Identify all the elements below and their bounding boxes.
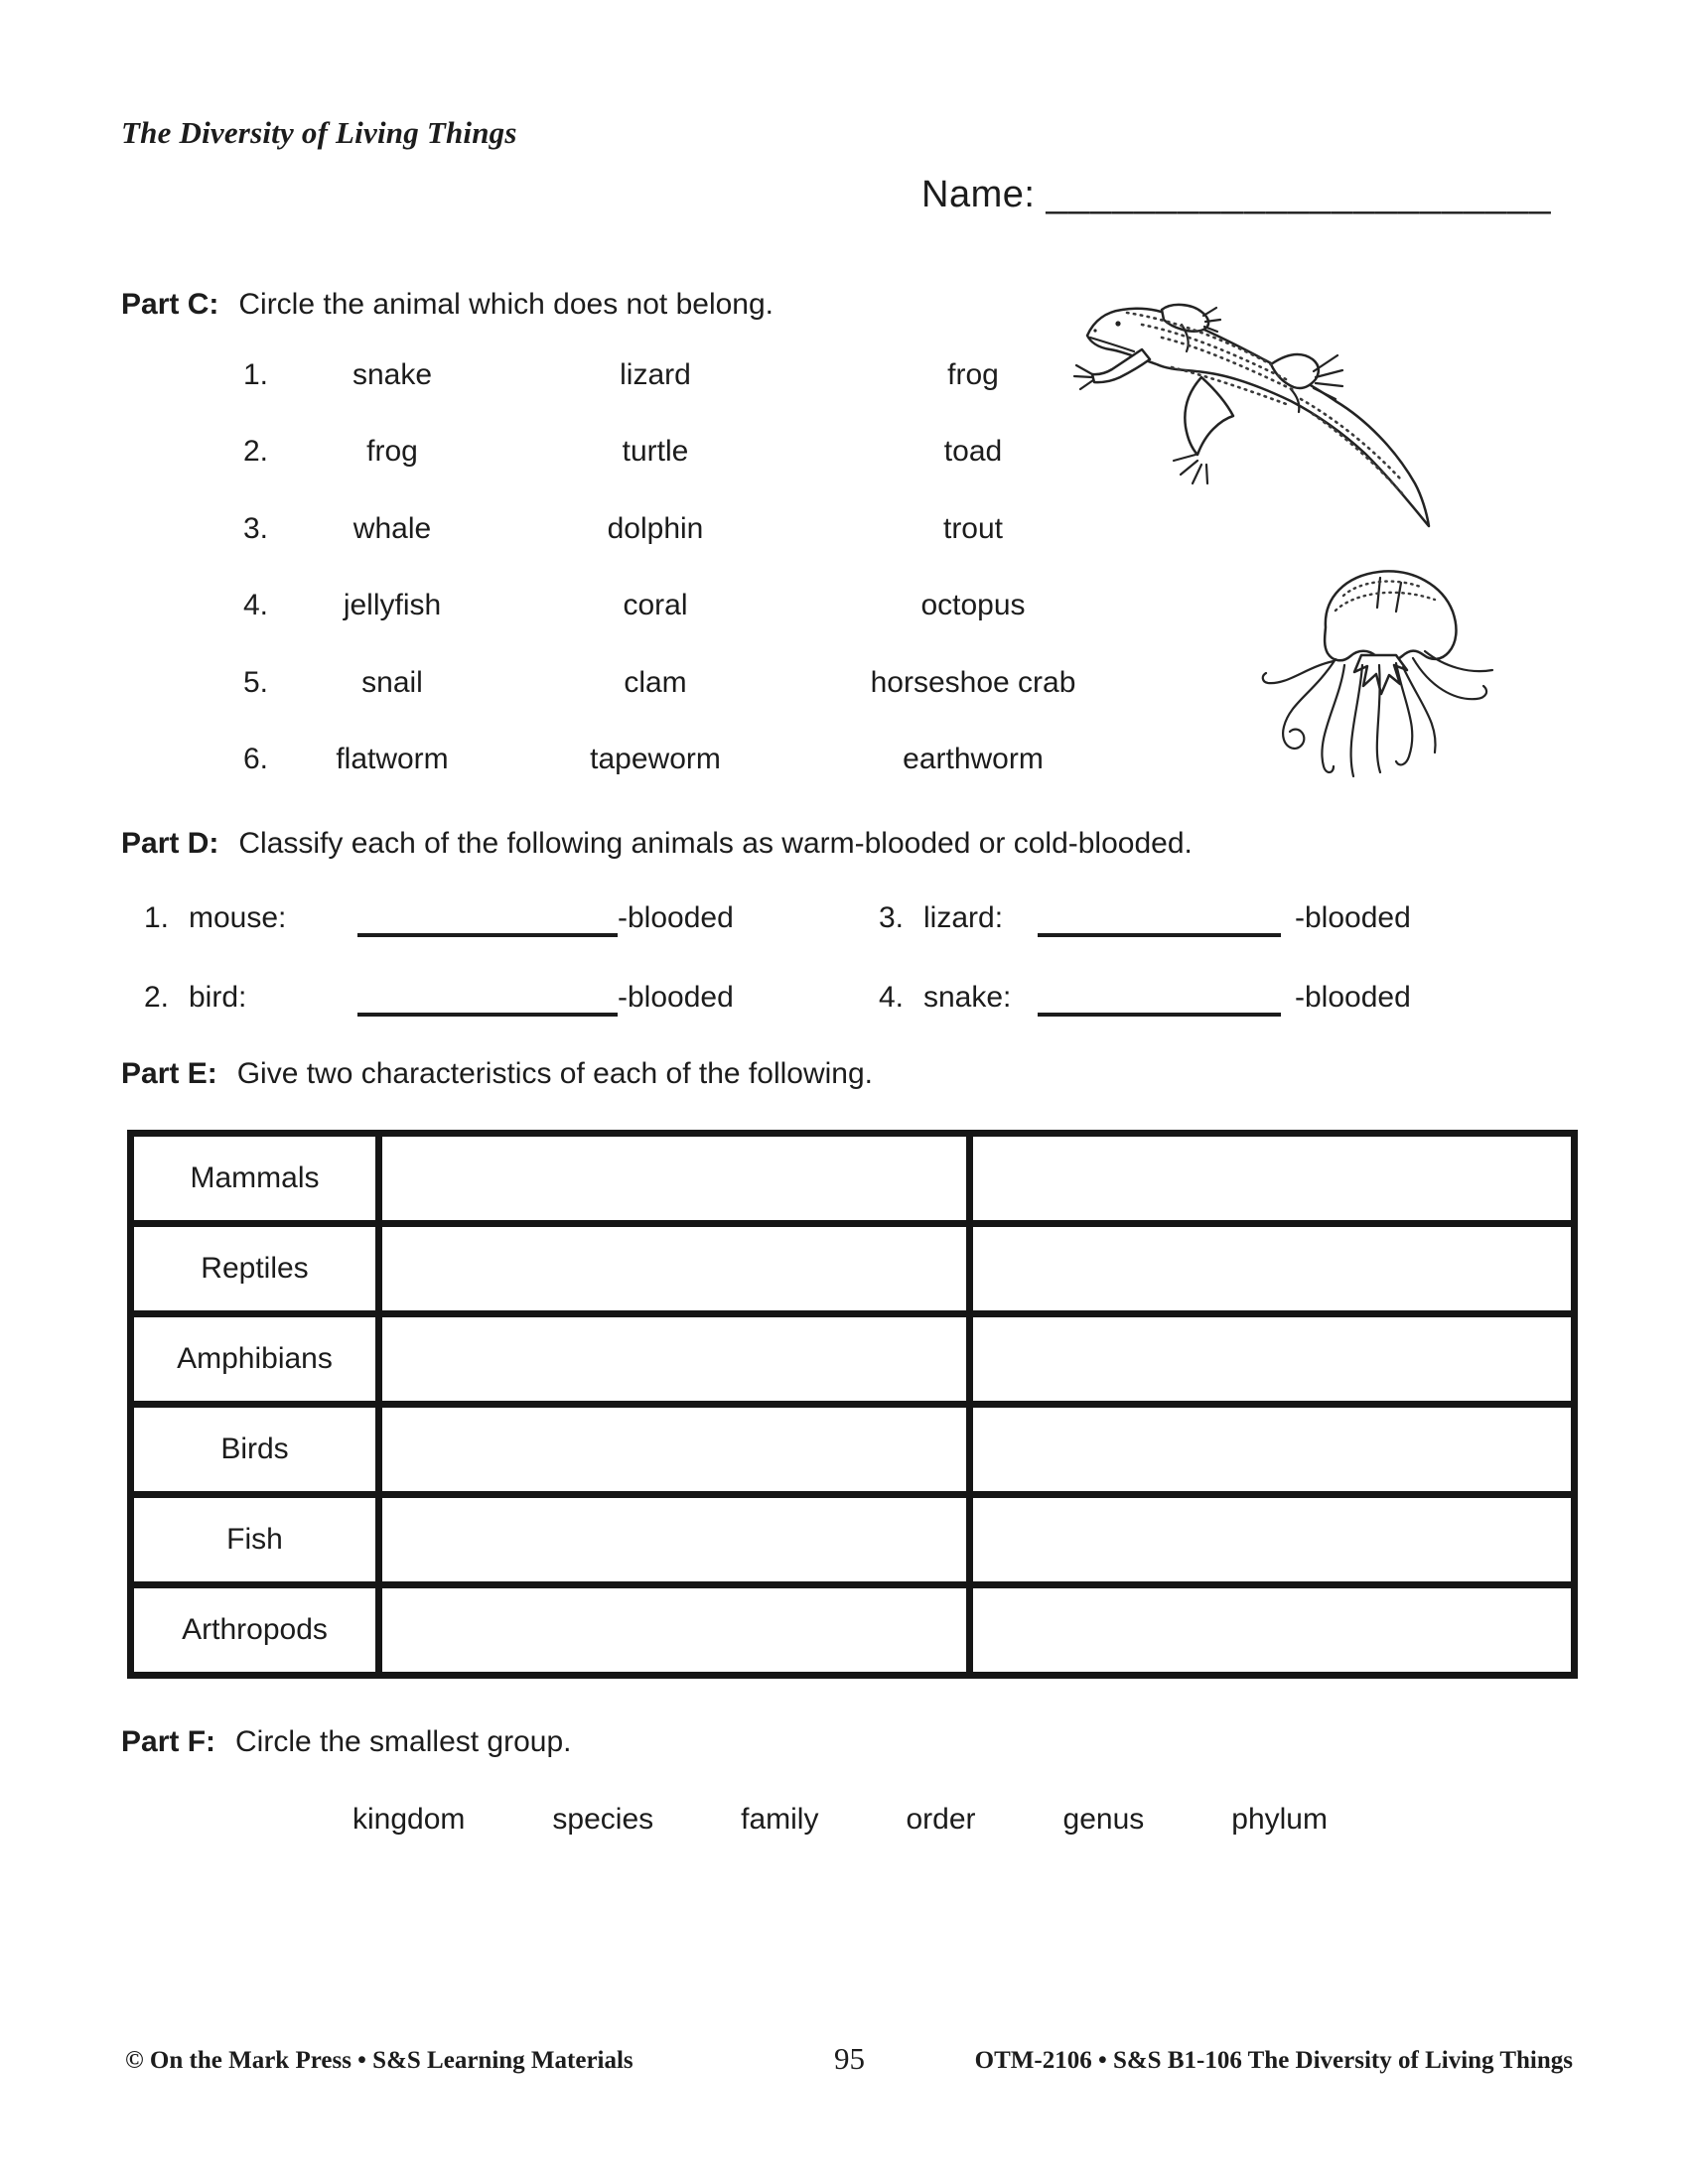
animal-option: clam	[624, 665, 687, 699]
part-d-item-snake	[879, 976, 1411, 1020]
lizard-eye	[1115, 321, 1120, 326]
animal-option: jellyfish	[343, 589, 442, 622]
row-label-fish: Fish	[134, 1498, 382, 1588]
group-option-genus: genus	[1062, 1803, 1145, 1836]
answer-cell	[973, 1317, 1571, 1408]
group-option-phylum: phylum	[1231, 1803, 1328, 1836]
part-d-item-mouse	[144, 896, 734, 940]
part-f-instruction: Circle the smallest group.	[235, 1725, 572, 1758]
answer-blank	[357, 1001, 618, 1017]
row-number: 3.	[243, 511, 269, 545]
page-number: 95	[834, 2041, 865, 2076]
part-f-heading	[121, 1725, 571, 1759]
answer-cell	[973, 1498, 1571, 1588]
blooded-suffix: -blooded	[618, 981, 734, 1014]
table-row	[134, 1498, 1571, 1588]
part-e-instruction: Give two characteristics of each of the following.	[236, 1057, 874, 1090]
part-d-heading	[121, 827, 1193, 861]
animal-option: horseshoe crab	[870, 665, 1076, 699]
part-f-label: Part F:	[121, 1725, 216, 1758]
item-number: 1.	[144, 901, 170, 934]
animal-option: toad	[943, 435, 1003, 469]
animal-option: trout	[942, 511, 1004, 545]
table-row	[134, 1137, 1571, 1227]
answer-cell	[973, 1227, 1571, 1317]
item-number: 3.	[879, 901, 905, 934]
answer-cell	[973, 1588, 1571, 1672]
group-option-species: species	[552, 1803, 654, 1836]
table-row	[134, 1408, 1571, 1498]
answer-cell	[382, 1408, 973, 1498]
answer-cell	[382, 1227, 973, 1317]
animal-option: octopus	[920, 589, 1026, 622]
part-c-heading	[121, 288, 774, 322]
animal-option: snake	[352, 357, 433, 391]
row-label-birds: Birds	[134, 1408, 382, 1498]
animal-option: earthworm	[903, 743, 1044, 776]
blooded-suffix: -blooded	[618, 901, 734, 934]
animal-option: whale	[352, 511, 432, 545]
lizard-illustration	[1053, 280, 1470, 543]
answer-cell	[973, 1408, 1571, 1498]
row-number: 1.	[243, 357, 269, 391]
blooded-suffix: -blooded	[1295, 981, 1411, 1014]
part-e-heading	[121, 1057, 873, 1091]
page-title: The Diversity of Living Things	[121, 115, 517, 150]
row-label-reptiles: Reptiles	[134, 1227, 382, 1317]
row-number: 4.	[243, 589, 269, 622]
answer-cell	[382, 1137, 973, 1227]
footer-copyright: © On the Mark Press • S&S Learning Materials	[125, 2047, 633, 2074]
row-number: 2.	[243, 435, 269, 469]
part-d-item-lizard	[879, 896, 1411, 940]
footer-product-code: OTM-2106 • S&S B1-106 The Diversity of Living Things	[974, 2047, 1573, 2074]
group-option-kingdom: kingdom	[352, 1803, 466, 1836]
name-label: Name:	[921, 174, 1036, 215]
table-row	[134, 1588, 1571, 1672]
animal-option: dolphin	[607, 511, 704, 545]
part-e-label: Part E:	[121, 1057, 217, 1090]
answer-blank	[357, 921, 618, 937]
group-option-order: order	[906, 1803, 976, 1836]
part-f-options	[352, 1803, 1328, 1837]
name-blank-line: _______________________	[1046, 174, 1552, 215]
animal-option: frog	[947, 357, 999, 391]
answer-blank	[1038, 921, 1281, 937]
part-d-label: Part D:	[121, 827, 219, 860]
part-c-instruction: Circle the animal which does not belong.	[238, 288, 774, 321]
answer-cell	[973, 1137, 1571, 1227]
animal-option: snail	[361, 665, 423, 699]
group-option-family: family	[741, 1803, 819, 1836]
animal-option: coral	[623, 589, 688, 622]
animal-option: tapeworm	[590, 743, 721, 776]
characteristics-table	[127, 1130, 1578, 1679]
row-label-arthropods: Arthropods	[134, 1588, 382, 1672]
name-line	[921, 174, 1552, 216]
answer-cell	[382, 1317, 973, 1408]
animal-option: turtle	[622, 435, 689, 469]
table-row	[134, 1227, 1571, 1317]
jellyfish-illustration	[1244, 556, 1512, 794]
table-row	[134, 1317, 1571, 1408]
animal-label: bird:	[189, 981, 247, 1014]
item-number: 2.	[144, 981, 170, 1014]
animal-label: lizard:	[923, 901, 1004, 934]
part-d-instruction: Classify each of the following animals as warm-blooded or cold-blooded.	[238, 827, 1193, 860]
row-number: 5.	[243, 665, 269, 699]
animal-option: frog	[366, 435, 418, 469]
answer-cell	[382, 1498, 973, 1588]
animal-label: snake:	[923, 981, 1012, 1014]
item-number: 4.	[879, 981, 905, 1014]
animal-option: lizard	[620, 357, 691, 391]
part-d-item-bird	[144, 976, 734, 1020]
animal-label: mouse:	[189, 901, 287, 934]
answer-cell	[382, 1588, 973, 1672]
row-label-mammals: Mammals	[134, 1137, 382, 1227]
blooded-suffix: -blooded	[1295, 901, 1411, 934]
answer-blank	[1038, 1001, 1281, 1017]
part-c-label: Part C:	[121, 288, 219, 321]
animal-option: flatworm	[336, 743, 449, 776]
row-label-amphibians: Amphibians	[134, 1317, 382, 1408]
row-number: 6.	[243, 743, 269, 776]
